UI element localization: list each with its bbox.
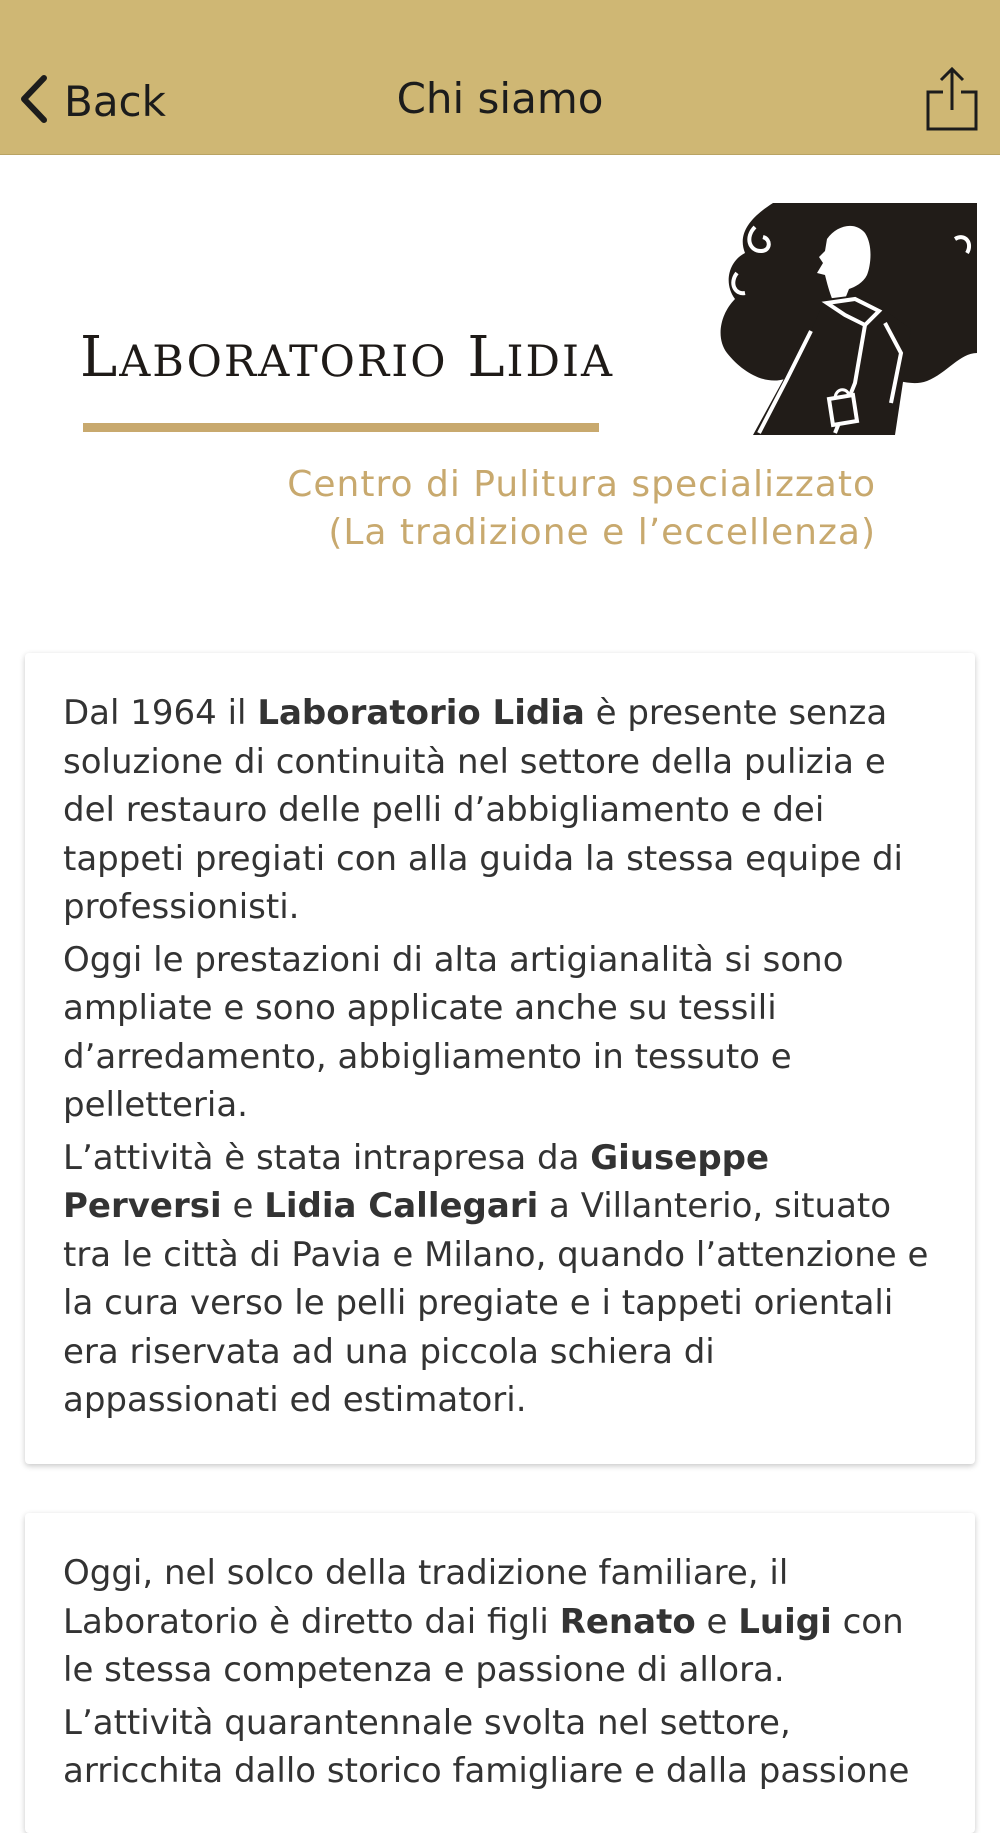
history-card	[25, 1513, 975, 1833]
back-button[interactable]	[18, 72, 166, 130]
share-icon	[924, 117, 980, 136]
paragraph: Oggi le prestazioni di alta artigianalità si sono ampliate e sono applicate anche su tessili d’arredamento, abbigliamento in tessuto e pelletteria.	[63, 939, 844, 1125]
about-card	[25, 653, 975, 1464]
tagline-line: Centro di Pulitura specializzato	[287, 464, 876, 505]
tagline-line: (La tradizione e l’eccellenza)	[328, 512, 876, 553]
brand-name: LABORATORIO LIDIA	[80, 325, 615, 390]
brand-underline	[83, 423, 599, 432]
brand-logo	[0, 155, 1000, 585]
page-title: Chi siamo	[396, 74, 604, 123]
paragraph: L’attività è stata intrapresa da Giuseppe Perversi e Lidia Callegari a Villanterio, situato tra le città di Pavia e Milano, quando l’attenzione e la cura verso le pelli pregiate e i tappeti orientali era riservata ad una piccola schiera di appassionati ed estimatori.	[63, 1137, 929, 1420]
chevron-left-icon	[18, 74, 48, 128]
brand-tagline	[220, 461, 876, 557]
share-button[interactable]	[924, 66, 980, 132]
woman-silhouette-logo-icon	[715, 203, 977, 435]
back-label: Back	[64, 76, 166, 126]
paragraph: L’attività quarantennale svolta nel settore, arricchita dallo storico famigliare e dalla passione	[63, 1702, 910, 1791]
navigation-bar	[0, 0, 1000, 155]
paragraph: Oggi, nel solco della tradizione familiare, il Laboratorio è diretto dai figli Renato e Luigi con le stessa competenza e passione di allora.	[63, 1553, 904, 1690]
paragraph: Dal 1964 il Laboratorio Lidia è presente senza soluzione di continuità nel settore della pulizia e del restauro delle pelli d’abbigliamento e dei tappeti pregiati con alla guida la stessa equipe di professionisti.	[63, 693, 903, 927]
